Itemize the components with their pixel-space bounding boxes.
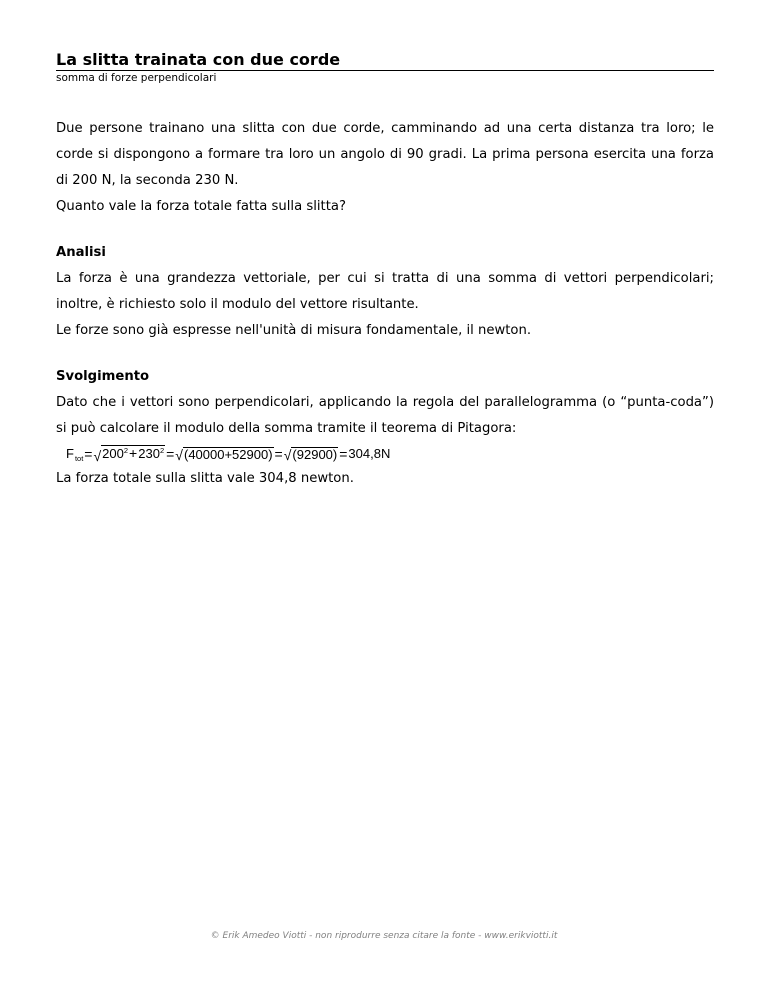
formula-lhs-subscript: tot <box>74 454 84 463</box>
page-content <box>56 50 714 492</box>
page-footer: © Erik Amedeo Viotti - non riprodurre senza citare la fonte - www.erikviotti.it <box>210 931 558 941</box>
sqrt-icon: √ <box>93 448 102 464</box>
equals-sign: = <box>84 446 93 462</box>
radicand-3: (92900) <box>292 446 338 462</box>
radicand-1 <box>101 445 165 463</box>
equals-sign: = <box>274 446 283 462</box>
page-subtitle: somma di forze perpendicolari <box>56 72 217 84</box>
solution-heading: Svolgimento <box>56 369 150 384</box>
problem-question: Quanto vale la forza totale fatta sulla slitta? <box>56 199 346 214</box>
equals-sign: = <box>166 446 175 462</box>
analysis-heading: Analisi <box>56 245 106 260</box>
formula-a: 200 <box>102 446 124 461</box>
pythagoras-formula <box>66 442 714 466</box>
analysis-text: La forza è una grandezza vettoriale, per cui si tratta di una somma di vettori perpendicolari; inoltre, è richiesto solo il modulo del vettore risultante. <box>56 271 714 312</box>
problem-text: Due persone trainano una slitta con due corde, camminando ad una certa distanza tra loro; le corde si dispongono a formare tra loro un angolo di 90 gradi. La prima persona esercita una forza di 200 N, la seconda 230 N. <box>56 121 714 188</box>
formula-b: 230 <box>138 446 160 461</box>
solution-intro: Dato che i vettori sono perpendicolari, applicando la regola del parallelogramma (o “punta-coda”) si può calcolare il modulo della somma tramite il teorema di Pitagora: <box>56 395 714 436</box>
sqrt-icon: √ <box>283 446 292 463</box>
formula-a-exp: 2 <box>123 446 129 455</box>
solution-conclusion: La forza totale sulla slitta vale 304,8 newton. <box>56 471 354 486</box>
radicand-2: (40000+52900) <box>183 446 273 462</box>
equals-sign: = <box>339 446 348 462</box>
page-title: La slitta trainata con due corde <box>56 50 714 71</box>
sqrt-2 <box>175 447 273 462</box>
sqrt-icon: √ <box>175 446 183 463</box>
formula-b-exp: 2 <box>159 446 165 455</box>
formula-lhs: F <box>66 446 74 461</box>
plus-sign: + <box>129 445 138 461</box>
formula-result: 304,8N <box>348 446 391 461</box>
sqrt-3 <box>284 447 339 462</box>
sqrt-1 <box>93 445 165 463</box>
analysis-units: Le forze sono già espresse nell'unità di misura fondamentale, il newton. <box>56 323 532 338</box>
